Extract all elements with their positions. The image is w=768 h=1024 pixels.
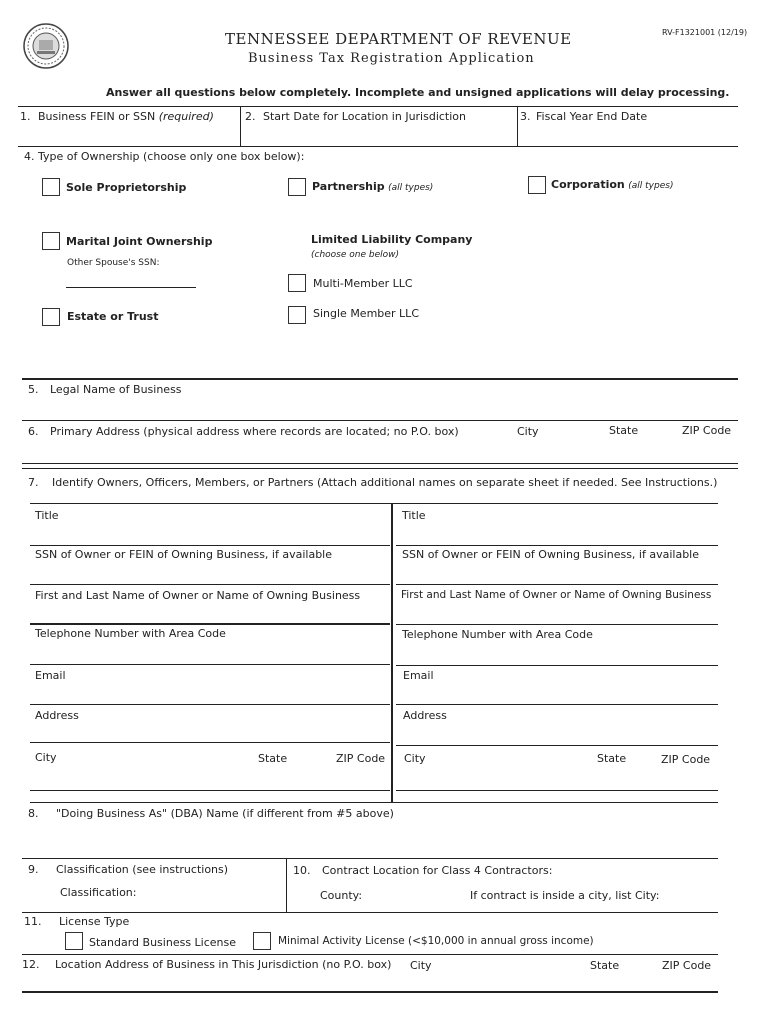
llc-title: Limited Liability Company [311, 233, 473, 246]
standard-license-checkbox[interactable] [65, 932, 83, 950]
corporation-label: Corporation (all types) [551, 178, 674, 191]
owner-1-state-field[interactable]: State [258, 752, 288, 765]
primary-address-field[interactable]: 6. Primary Address (physical address where records are located; no P.O. box) [28, 425, 459, 438]
standard-license-label: Standard Business License [89, 936, 237, 949]
marital-joint-label: Marital Joint Ownership [66, 235, 213, 248]
location-address-field[interactable]: 12. Location Address of Business in This Jurisdiction (no P.O. box) [22, 958, 392, 971]
corporation-checkbox[interactable] [528, 176, 546, 194]
sole-proprietorship-checkbox[interactable] [42, 178, 60, 196]
primary-state-label: State [609, 424, 639, 437]
contract-location-section: 10. Contract Location for Class 4 Contractors: [293, 864, 553, 877]
fiscal-year-end-field[interactable]: 3. Fiscal Year End Date [520, 110, 648, 123]
start-date-field[interactable]: 2. Start Date for Location in Jurisdiction [245, 110, 467, 123]
spouse-ssn-field[interactable] [66, 287, 196, 288]
owner-1-title-field[interactable]: Title [35, 509, 59, 522]
sole-proprietorship-label: Sole Proprietorship [66, 181, 187, 194]
owner-2-email-field[interactable]: Email [403, 669, 434, 682]
owner-2-address-field[interactable]: Address [403, 709, 447, 722]
estate-trust-checkbox[interactable] [42, 308, 60, 326]
minimal-activity-license-checkbox[interactable] [253, 932, 271, 950]
owner-2-phone-field[interactable]: Telephone Number with Area Code [402, 628, 593, 641]
license-type-section: 11. License Type [24, 915, 130, 928]
ownership-label: 4. Type of Ownership (choose only one box below): [24, 150, 305, 163]
single-member-llc-checkbox[interactable] [288, 306, 306, 324]
fein-ssn-field[interactable]: 1. Business FEIN or SSN (required) [20, 110, 214, 123]
owner-2-name-field[interactable]: First and Last Name of Owner or Name of Owning Business [401, 589, 712, 601]
primary-zip-label: ZIP Code [682, 424, 732, 437]
owner-1-ssn-field[interactable]: SSN of Owner or FEIN of Owning Business, if available [35, 548, 333, 561]
form-code: RV-F1321001 (12/19) [662, 28, 748, 37]
spouse-ssn-label: Other Spouse's SSN: [67, 258, 160, 268]
owner-2-title-field[interactable]: Title [402, 509, 426, 522]
llc-note: (choose one below) [311, 250, 400, 260]
partnership-label: Partnership (all types) [312, 180, 434, 193]
dba-name-field[interactable]: 8. "Doing Business As" (DBA) Name (if different from #5 above) [28, 807, 394, 820]
owner-1-address-field[interactable]: Address [35, 709, 79, 722]
form-title: TENNESSEE DEPARTMENT OF REVENUE [225, 30, 572, 48]
owner-1-phone-field[interactable]: Telephone Number with Area Code [35, 627, 226, 640]
multi-member-llc-label: Multi-Member LLC [313, 277, 413, 290]
primary-city-label: City [517, 425, 539, 438]
owner-1-name-field[interactable]: First and Last Name of Owner or Name of Owning Business [35, 589, 361, 602]
form-subtitle: Business Tax Registration Application [248, 51, 535, 66]
classification-field[interactable]: Classification: [60, 886, 137, 899]
contract-city-field[interactable]: If contract is inside a city, list City: [470, 889, 660, 902]
classification-section: 9. Classification (see instructions) [28, 863, 229, 876]
owner-1-email-field[interactable]: Email [35, 669, 66, 682]
owner-2-ssn-field[interactable]: SSN of Owner or FEIN of Owning Business, if available [402, 548, 700, 561]
location-city-label: City [410, 959, 432, 972]
owners-section-label: 7. Identify Owners, Officers, Members, or Partners (Attach additional names on separate sheet if needed. See Instructions.) [28, 476, 718, 489]
location-state-label: State [590, 959, 620, 972]
minimal-activity-license-label: Minimal Activity License (<$10,000 in annual gross income) [278, 935, 594, 947]
legal-name-field[interactable]: 5. Legal Name of Business [28, 383, 182, 396]
marital-joint-checkbox[interactable] [42, 232, 60, 250]
instructions-text: Answer all questions below completely. Incomplete and unsigned applications will delay processing. [106, 86, 730, 99]
owner-2-city-field[interactable]: City [404, 752, 426, 765]
owner-2-state-field[interactable]: State [597, 752, 627, 765]
owner-1-city-field[interactable]: City [35, 751, 57, 764]
owner-2-zip-field[interactable]: ZIP Code [661, 753, 711, 766]
estate-trust-label: Estate or Trust [67, 310, 159, 323]
state-seal-icon [22, 22, 70, 70]
single-member-llc-label: Single Member LLC [313, 307, 419, 320]
partnership-checkbox[interactable] [288, 178, 306, 196]
multi-member-llc-checkbox[interactable] [288, 274, 306, 292]
owner-1-zip-field[interactable]: ZIP Code [336, 752, 386, 765]
county-field[interactable]: County: [320, 889, 363, 902]
location-zip-label: ZIP Code [662, 959, 712, 972]
